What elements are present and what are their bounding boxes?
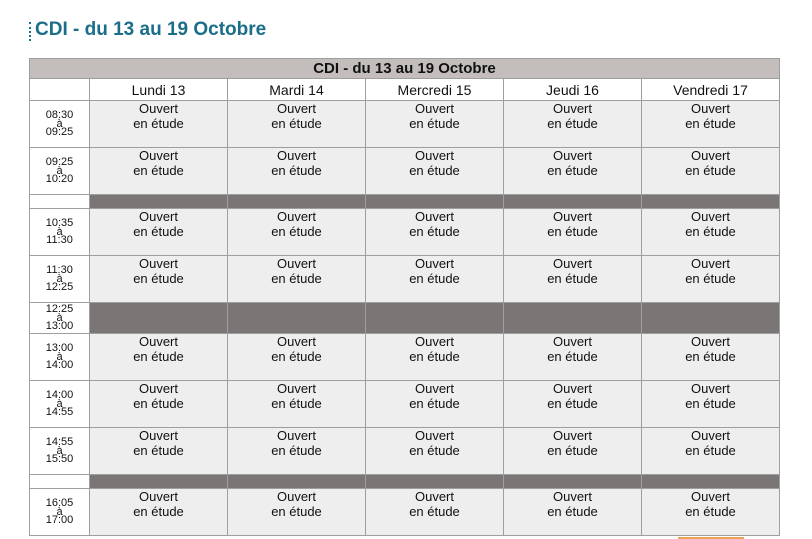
slot-status: Ouvert [552, 148, 592, 163]
slot-status: Ouvert [276, 209, 316, 224]
table-row [30, 101, 780, 148]
slot-cell [90, 148, 228, 195]
time-sep: à [56, 311, 63, 324]
slot-status: Ouvert [276, 334, 316, 349]
slot-cell [642, 489, 780, 536]
slot-cell [228, 381, 366, 428]
time-cell [30, 101, 90, 148]
table-row [30, 381, 780, 428]
slot-cell [504, 101, 642, 148]
slot-status: Ouvert [690, 489, 730, 504]
slot-status: Ouvert [414, 148, 454, 163]
slot-status: Ouvert [138, 256, 178, 271]
table-caption: CDI - du 13 au 19 Octobre [30, 59, 780, 79]
slot-cell [366, 209, 504, 256]
break-cell [504, 475, 642, 489]
time-sep: à [56, 505, 63, 518]
slot-status: Ouvert [414, 381, 454, 396]
slot-cell [642, 209, 780, 256]
slot-cell [642, 256, 780, 303]
slot-cell [90, 334, 228, 381]
table-row [30, 148, 780, 195]
time-sep: à [56, 225, 63, 238]
break-cell [642, 475, 780, 489]
slot-detail: en étude [133, 271, 184, 286]
slot-status: Ouvert [138, 489, 178, 504]
time-cell [30, 303, 90, 334]
slot-status: Ouvert [138, 381, 178, 396]
slot-status: Ouvert [276, 428, 316, 443]
slot-detail: en étude [133, 224, 184, 239]
slot-cell [642, 428, 780, 475]
slot-status: Ouvert [138, 209, 178, 224]
time-start: 14:55 [45, 436, 74, 449]
time-start: 11:30 [46, 264, 73, 277]
slot-detail: en étude [271, 116, 322, 131]
slot-status: Ouvert [552, 334, 592, 349]
slot-status: Ouvert [690, 334, 730, 349]
schedule-table [29, 58, 780, 536]
slot-status: Ouvert [276, 381, 316, 396]
slot-cell [366, 101, 504, 148]
slot-detail: en étude [685, 116, 736, 131]
slot-status: Ouvert [552, 489, 592, 504]
slot-detail: en étude [547, 116, 598, 131]
time-cell [30, 428, 90, 475]
time-cell [30, 334, 90, 381]
slot-detail: en étude [685, 271, 736, 286]
page-title: CDI - du 13 au 19 Octobre [35, 19, 267, 40]
slot-cell [504, 209, 642, 256]
slot-cell [228, 489, 366, 536]
break-cell [642, 195, 780, 209]
slot-detail: en étude [685, 224, 736, 239]
slot-cell [228, 148, 366, 195]
time-sep: à [56, 164, 63, 177]
time-cell [30, 148, 90, 195]
slot-cell [504, 428, 642, 475]
time-cell [30, 381, 90, 428]
slot-detail: en étude [133, 504, 184, 519]
time-end: 13:00 [45, 320, 74, 333]
slot-cell [642, 101, 780, 148]
slot-detail: en étude [271, 271, 322, 286]
slot-detail: en étude [685, 396, 736, 411]
slot-detail: en étude [409, 443, 460, 458]
break-cell [90, 195, 228, 209]
slot-detail: en étude [271, 504, 322, 519]
slot-status: Ouvert [690, 101, 730, 116]
time-cell [30, 256, 90, 303]
time-end: 11:30 [46, 234, 73, 247]
slot-status: Ouvert [138, 334, 178, 349]
slot-cell [90, 489, 228, 536]
slot-status: Ouvert [414, 256, 454, 271]
time-sep: à [56, 272, 63, 285]
slot-detail: en étude [271, 396, 322, 411]
slot-detail: en étude [133, 116, 184, 131]
slot-detail: en étude [547, 504, 598, 519]
break-cell [504, 303, 642, 334]
time-start: 14:00 [45, 389, 74, 402]
slot-cell [366, 428, 504, 475]
slot-detail: en étude [271, 443, 322, 458]
slot-detail: en étude [409, 349, 460, 364]
slot-cell [366, 381, 504, 428]
time-end: 15:50 [45, 453, 74, 466]
slot-cell [90, 209, 228, 256]
slot-cell [228, 256, 366, 303]
slot-cell [366, 489, 504, 536]
slot-detail: en étude [547, 443, 598, 458]
slot-status: Ouvert [552, 209, 592, 224]
slot-cell [228, 334, 366, 381]
slot-detail: en étude [271, 163, 322, 178]
slot-status: Ouvert [414, 209, 454, 224]
time-start: 08:30 [45, 109, 74, 122]
slot-cell [504, 334, 642, 381]
day-header: Jeudi 16 [504, 79, 642, 101]
time-cell [30, 209, 90, 256]
break-cell [366, 195, 504, 209]
slot-status: Ouvert [138, 148, 178, 163]
slot-detail: en étude [409, 504, 460, 519]
break-cell [366, 475, 504, 489]
slot-status: Ouvert [414, 428, 454, 443]
time-start: 12:25 [45, 303, 74, 316]
slot-detail: en étude [133, 163, 184, 178]
slot-status: Ouvert [552, 381, 592, 396]
slot-detail: en étude [685, 443, 736, 458]
slot-detail: en étude [271, 349, 322, 364]
slot-cell [228, 209, 366, 256]
time-sep: à [56, 397, 63, 410]
schedule-body [30, 101, 780, 536]
slot-status: Ouvert [414, 101, 454, 116]
time-cell [30, 489, 90, 536]
table-row [30, 489, 780, 536]
slot-cell [642, 381, 780, 428]
slot-status: Ouvert [690, 428, 730, 443]
time-cell [30, 475, 90, 489]
slot-detail: en étude [547, 349, 598, 364]
slot-detail: en étude [133, 396, 184, 411]
break-row [30, 195, 780, 209]
slot-cell [228, 428, 366, 475]
slot-cell [366, 148, 504, 195]
slot-status: Ouvert [414, 489, 454, 504]
day-header: Mercredi 15 [366, 79, 504, 101]
slot-status: Ouvert [552, 256, 592, 271]
time-sep: à [56, 444, 63, 457]
table-row [30, 209, 780, 256]
slot-cell [228, 101, 366, 148]
day-header: Vendredi 17 [642, 79, 780, 101]
slot-cell [642, 148, 780, 195]
time-sep: à [56, 350, 63, 363]
slot-status: Ouvert [690, 148, 730, 163]
slot-detail: en étude [547, 163, 598, 178]
time-end: 09:25 [45, 126, 74, 139]
break-row [30, 475, 780, 489]
slot-detail: en étude [409, 116, 460, 131]
time-start: 09:25 [45, 156, 74, 169]
table-row [30, 428, 780, 475]
corner-cell [30, 79, 90, 101]
time-end: 10:20 [45, 173, 74, 186]
slot-cell [504, 489, 642, 536]
break-row [30, 303, 780, 334]
slot-detail: en étude [271, 224, 322, 239]
slot-status: Ouvert [690, 209, 730, 224]
time-cell [30, 195, 90, 209]
break-cell [228, 475, 366, 489]
day-header: Lundi 13 [90, 79, 228, 101]
slot-detail: en étude [133, 349, 184, 364]
break-cell [366, 303, 504, 334]
break-cell [228, 195, 366, 209]
time-start: 16:05 [45, 497, 74, 510]
slot-detail: en étude [547, 396, 598, 411]
slot-status: Ouvert [414, 334, 454, 349]
slot-status: Ouvert [138, 428, 178, 443]
slot-detail: en étude [685, 163, 736, 178]
time-end: 17:00 [45, 514, 74, 527]
slot-cell [366, 334, 504, 381]
slot-status: Ouvert [276, 148, 316, 163]
table-row [30, 256, 780, 303]
slot-cell [90, 428, 228, 475]
slot-cell [90, 101, 228, 148]
slot-status: Ouvert [138, 101, 178, 116]
slot-detail: en étude [409, 396, 460, 411]
break-cell [90, 303, 228, 334]
slot-cell [366, 256, 504, 303]
slot-cell [504, 256, 642, 303]
time-start: 13:00 [45, 342, 74, 355]
slot-detail: en étude [685, 349, 736, 364]
time-end: 14:55 [45, 406, 74, 419]
time-start: 10:35 [45, 217, 74, 230]
break-cell [228, 303, 366, 334]
slot-status: Ouvert [552, 428, 592, 443]
time-sep: à [56, 117, 63, 130]
slot-cell [90, 256, 228, 303]
slot-status: Ouvert [276, 101, 316, 116]
day-header-row [30, 79, 780, 101]
break-cell [504, 195, 642, 209]
slot-status: Ouvert [690, 381, 730, 396]
slot-detail: en étude [409, 271, 460, 286]
slot-status: Ouvert [690, 256, 730, 271]
slot-detail: en étude [685, 504, 736, 519]
slot-detail: en étude [409, 163, 460, 178]
slot-status: Ouvert [276, 256, 316, 271]
table-row [30, 334, 780, 381]
slot-status: Ouvert [552, 101, 592, 116]
slot-cell [90, 381, 228, 428]
break-cell [90, 475, 228, 489]
break-cell [642, 303, 780, 334]
slot-cell [504, 148, 642, 195]
slot-status: Ouvert [276, 489, 316, 504]
slot-detail: en étude [547, 224, 598, 239]
slot-detail: en étude [133, 443, 184, 458]
time-end: 14:00 [45, 359, 74, 372]
day-header: Mardi 14 [228, 79, 366, 101]
slot-detail: en étude [409, 224, 460, 239]
title-marker [29, 22, 31, 41]
slot-cell [504, 381, 642, 428]
slot-detail: en étude [547, 271, 598, 286]
time-end: 12:25 [45, 281, 74, 294]
slot-cell [642, 334, 780, 381]
